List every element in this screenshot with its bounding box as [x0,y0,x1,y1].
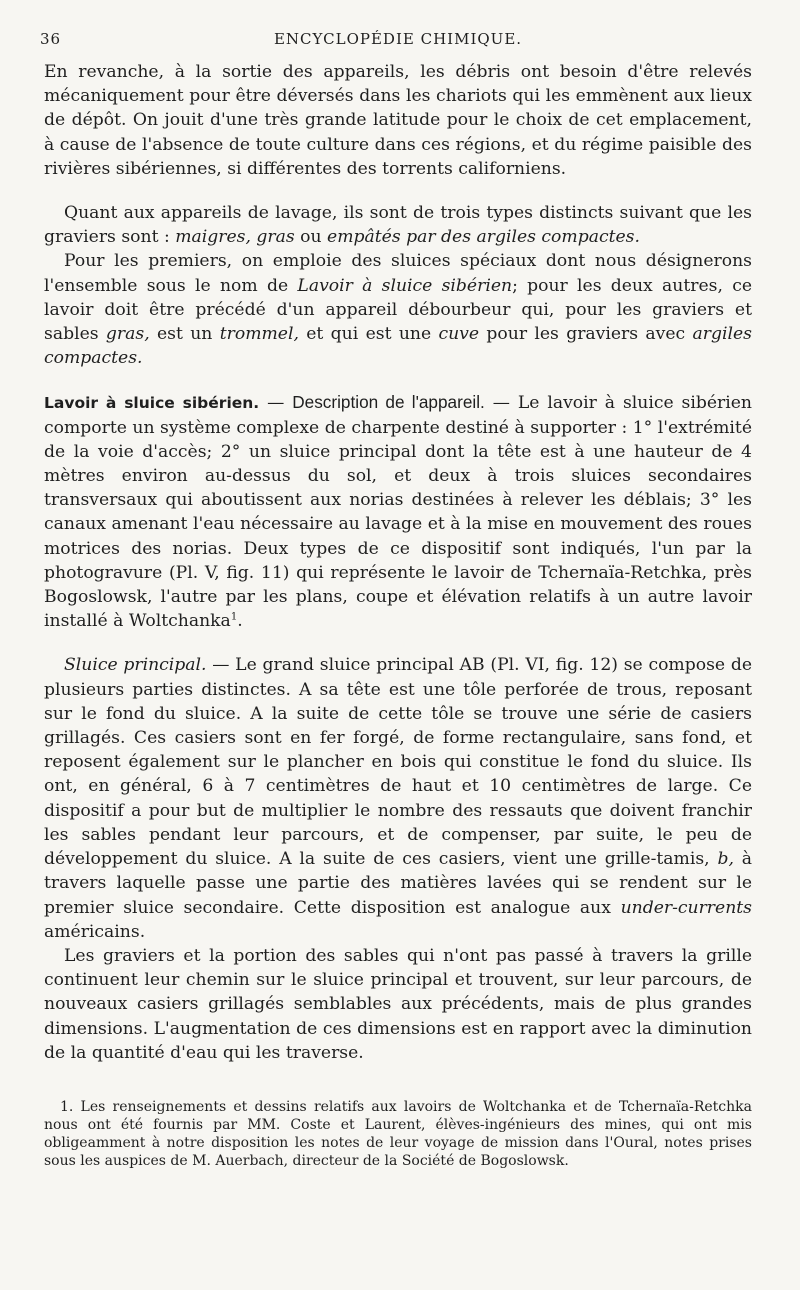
paragraph-6: Les graviers et la portion des sables qui n'ont pas passé à travers la grille continuent leur chemin sur le sluice principal et trouvent, sur leur parcours, de nouveaux casiers grillagés semblables aux précédents, mais de plus grandes dimensions. L'augmentation de ces dimensions est en rapport avec la diminution de la quantité d'eau qui les traverse. [44,945,752,1063]
document-page [40,30,752,1270]
page-number: 36 [40,30,62,48]
paragraph-title: Sluice principal. [64,655,207,676]
running-title: ENCYCLOPÉDIE CHIMIQUE. [273,30,523,48]
section-subheading: Description de l'appareil. [292,392,485,413]
paragraph-5: Sluice principal. — Le grand sluice principal AB (Pl. VI, fig. 12) se compose de plusieurs parties distinctes. A sa tête est une tôle perforée de trous, reposant sur le fond du sluice. A la suite de cette tôle se trouve une série de casiers grillagés. Ces casiers sont en fer forgé, de forme rectangulaire, sans fond, et reposent également sur le plancher en bois qui constitue le fond du sluice. Ils ont, en général, 6 à 7 centimètres de haut et 10 centimètres de large. Ce dispositif a pour but de multiplier le nombre des ressauts que doivent franchir les sables pendant leur parcours, et de compenser, par suite, le peu de développement du sluice. A la suite de ces casiers, vient une grille-tamis, b, à travers laquelle passe une partie des matières lavées qui se rendent sur le premier sluice secondaire. Cette disposition est analogue aux under-currents américains. [44,655,752,942]
page-header [40,30,752,60]
footnote-ref: 1 [230,611,238,623]
section-heading: Lavoir à sluice sibérien. [44,394,260,413]
paragraph-4: Lavoir à sluice sibérien. — Description de l'appareil. — Le lavoir à sluice sibérien comporte un système complexe de charpente destiné à supporter : 1° l'extrémité de la voie d'accès; 2° un sluice principal dont la tête est à une hauteur de 4 mètres environ au-dessus du sol, et deux à trois sluices secondaires transversaux qui aboutissent aux norias destinées à relever les déblais; 3° les canaux amenant l'eau nécessaire au lavage et à la mise en mouvement des roues motrices des norias. Deux types de ce dispositif sont indiqués, l'un par la photogravure (Pl. V, fig. 11) qui représente le lavoir de Tchernaïa-Retchka, près Bogoslowsk, l'autre par les plans, coupe et élévation relatifs à un autre lavoir installé à Woltchanka$^1$. [44,392,752,632]
paragraph-1: En revanche, à la sortie des appareils, les débris ont besoin d'être relevés mécaniquement pour être déversés dans les chariots qui les emmènent aux lieux de dépôt. On jouit d'une très grande latitude pour le choix de cet emplacement, à cause de l'absence de toute culture dans ces régions, et du régime paisible des rivières sibériennes, si différentes des torrents californiens. [44,62,752,179]
footnote: 1. Les renseignements et dessins relatifs aux lavoirs de Woltchanka et de Tchernaïa-Retchka nous ont été fournis par MM. Coste et Laurent, élèves-ingénieurs des mines, qui ont mis obligeamment à notre disposition les notes de leur voyage de mission dans l'Oural, notes prises sous les auspices de M. Auerbach, directeur de la Société de Bogoslowsk. [44,1099,752,1169]
paragraph-2: Quant aux appareils de lavage, ils sont de trois types distincts suivant que les graviers sont : maigres, gras ou empâtés par des argiles compactes. [44,203,752,248]
paragraph-3: Pour les premiers, on emploie des sluices spéciaux dont nous désignerons l'ensemble sous le nom de Lavoir à sluice sibérien; pour les deux autres, ce lavoir doit être précédé d'un appareil débourbeur qui, pour les graviers et sables gras, est un trommel, et qui est une cuve pour les graviers avec argiles compactes. [44,251,752,369]
